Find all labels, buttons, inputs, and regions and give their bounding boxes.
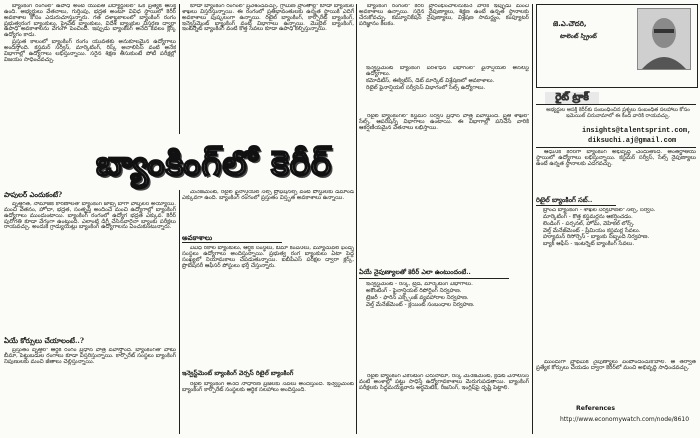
article-col3-mid: రిటైల్ బ్యాంకింగ్‌లో కస్టమర్ సర్వీస్ ప్రధాన పాత్ర వహిస్తుంది. ప్రతి శాఖలో సేల్స్, ఆపరేషన్స్ విభాగాలు ఉంటాయి. ఈ విభాగాల్లో పనిచేసే వారికి ఆకర్షణీయమైన వేతనాలు లభిస్తాయి. <box>359 114 529 131</box>
list-col3-skills <box>359 282 529 372</box>
list-item: • అకౌంటింగ్ - ఫైనాన్షియల్ రిపోర్టింగ్ నిర్వహణ. <box>366 289 529 295</box>
subhead-skills: ఏయే నైపుణ్యాలతో కెరీర్ ఎలా ఉంటుందంటే.. <box>359 268 471 276</box>
column-divider <box>179 4 180 134</box>
article-col1-popular: వృత్తిగత, సామాజిక కారణాలతో బ్యాంకింగ్ జాబ్స్ బాగా పాపులర్ అయ్యాయి. మంచి వేతనం, హోదా, భద్రత, సంతృప్తి అందించే మంచి ఉద్యోగాల్లో బ్యాంకింగ్ ఉద్యోగాలు ముందుంటాయి. బ్యాంకింగ్ రంగంలో ఉద్యోగ భద్రత ఎక్కువ. కెరీర్ పురోగతి కూడా వేగంగా ఉంటుంది. ఎలాంటి డిగ్రీ చేసినవారైనా బ్యాంకు పరీక్షలు రాయవచ్చు. అందుకే గ్రాడ్యుయేట్లు బ్యాంకింగ్ ఉద్యోగాలను ఎంచుకుంటున్నారు. <box>4 202 176 231</box>
article-col1-intro: బ్యాంకింగ్ రంగంలో ఉపాధి అంటే యువతీ విద్యార్థులలో ఒక ప్రత్యేక ఆసక్తి ఉంది. అభ్యర్థులు వేతనాలు, గుర్తింపు, భద్రత అంటూ వివిధ స్థాయిలో కెరీర్ అవకాశాల కోసం ఎదురుచూస్తున్నారు. గత దశాబ్దకాలంలో బ్యాంకింగ్ రంగం ప్రభుత్వరంగ బ్యాంకులు, ప్రైవేట్ బ్యాంకులు, విదేశీ బ్యాంకుల విస్తరణ ద్వారా ఉపాధి అవకాశాలను వేగంగా పెంచింది. ఇప్పుడు బ్యాంకింగ్ అనేది కేవలం క్లర్క్ ఉద్యోగం కాదు. ప్రస్తుత కాలంలో బ్యాంకింగ్ రంగం యువతకు అనుకూలమైన ఉద్యోగాలు అందిస్తోంది. కస్టమర్ సర్వీస్, మార్కెటింగ్, రిస్క్ అనాలిసిస్ వంటి అనేక విభాగాల్లో ఉద్యోగాలు లభిస్తున్నాయి. సరైన శిక్షణ తీసుకుంటే పోటీ పరీక్షల్లో విజయం సాధించవచ్చు. <box>4 4 176 63</box>
list-item: • బ్యాక్ ఆఫీస్ - ఇంటర్నెట్ బ్యాంకింగ్ సేవలు. <box>543 242 696 248</box>
list-item: • లెండింగ్ - పర్సనల్, హోమ్, వెహికల్ లోన్స్. <box>543 222 696 228</box>
subhead-underline <box>536 205 616 206</box>
headline: బ్యాంకింగ్‌లో కెరీర్ <box>96 144 333 184</box>
article-col3-bottom: రిటైల్ బ్యాంకింగ్ ఎకౌంటింగ్ చిరునామా, రిస్క్ మేనేజ్‌మెంట్, క్రెడిట్ ఎనాలిసిస్ వంటి అంశాల్లో పట్టు సాధిస్తే ఉద్యోగావకాశాలు మెరుగుపడతాయి. బ్యాంకింగ్ పరీక్షలకు సిద్ధమయ్యేవారు అర్థమెటిక్, రీజనింగ్, ఇంగ్లిష్‌పై దృష్టి పెట్టాలి. <box>359 374 529 391</box>
article-col1-courses: ప్రస్తుతం వృత్తిలో ఆర్థిక రంగం ప్రధాన పాత్ర వహిస్తోంది. బ్యాంకింగ్‌తో పాటు బీమా, పెట్టుబడుల రంగాలు కూడా విస్తరిస్తున్నాయి. కార్పొరేట్ సంస్థలు బ్యాంకింగ్ నిపుణులకు మంచి జీతాలు చెల్లిస్తున్నాయి. <box>4 348 176 365</box>
list-col4 <box>536 208 696 358</box>
subhead-opportunities: అవకాశాలు <box>182 233 213 242</box>
article-col2-opportunities: వివిధ రకాల బ్యాంకులు, ఆర్థిక సంస్థలు, బీమా కంపెనీలు, మ్యూచువల్ ఫండ్స్ సంస్థలు ఉద్యోగాలు అందిస్తున్నాయి. ప్రభుత్వ రంగ బ్యాంకులు ఏటా పెద్ద సంఖ్యలో నియామకాలు చేపడుతున్నాయి. ఐబీపీఎస్ పరీక్షల ద్వారా క్లర్క్, ప్రొబేషనరీ ఆఫీసర్ పోస్టులు భర్తీ చేస్తున్నారు. <box>182 246 354 269</box>
columnist-role: టాలెంట్ స్ప్రింట్ <box>560 33 597 40</box>
subhead-courses: ఏయే కోర్సులు చేయాలంటే..? <box>4 336 84 345</box>
subhead-underline <box>182 242 282 243</box>
email-link[interactable]: insights@talentsprint.com, <box>582 127 692 135</box>
list-item: • బ్రాంచ్ బ్యాంకింగ్ - శాఖల నిర్వహణలో సేల్స్, సర్వీస్. <box>543 208 696 214</box>
column-divider <box>356 4 357 434</box>
contact-info: అభ్యర్థుల ఆసక్తి కెరీర్‌కు సంబంధించిన ప్రశ్నలు సంబంధిత సలహాలు కోసం ఇమెయిల్ చిరునామాలో ఈ కింది వారికి రాయవచ్చు. <box>546 107 690 119</box>
references-label: References <box>576 405 616 412</box>
divider <box>536 147 696 148</box>
divider <box>536 104 696 105</box>
subhead-retail: రిటైల్ బ్యాంకింగ్ సబ్.. <box>536 196 593 204</box>
list-item: • కమోడిటీస్, ఈక్విటీస్, డెట్ మార్కెట్ విశ్లేషణలో అవకాశాలు. <box>366 79 529 85</box>
article-col4-top: ఆధునిక కెరీర్‌గా బ్యాంకింగ్ అభివృద్ధి చెందుతోంది. అంతర్జాతీయ స్థాయిలో ఉద్యోగాలు లభిస్తున్నాయి. కస్టమర్ సర్వీస్, సేల్స్ నైపుణ్యాలు ఉంటే ఉన్నత స్థానాలకు ఎదగవచ్చు. <box>536 150 696 167</box>
article-col3-top: బ్యాంకింగ్ రంగంలో కెరీర్ ప్రారంభించాలనుకునే వారికి ఇప్పుడు మంచి అవకాశాలు ఉన్నాయి. సరైన నైపుణ్యాలు, శిక్షణ ఉంటే ఉన్నత స్థానాలకు చేరుకోవచ్చు. కమ్యూనికేషన్ నైపుణ్యాలు, విశ్లేషణ సామర్థ్యం, కంప్యూటర్ పరిజ్ఞానం కీలకం. <box>359 4 529 27</box>
columnist-photo <box>637 8 691 70</box>
portrait-image <box>638 9 690 69</box>
column-brand: రైట్ ట్రాక్ <box>545 92 599 104</box>
list-item: • హ్యూమన్ రిసోర్సెస్ - బ్యాంకు సిబ్బంది నిర్వహణ. <box>543 235 696 241</box>
column-divider <box>532 4 533 434</box>
article-col2-investment: రిటైల్ బ్యాంకింగ్ అనేది సాధారణ ప్రజలకు సేవలు అందిస్తుంది. ఇన్వెస్ట్‌మెంట్ బ్యాంకింగ్ కార్పొరేట్ సంస్థలకు ఆర్థిక సలహాలు అందిస్తుంది. <box>182 382 354 393</box>
reference-link[interactable]: http://www.economywatch.com/node/8610 <box>560 416 690 423</box>
article-col4-bottom: ముందుగా ప్రాథమిక నైపుణ్యాలు పెంపొందించుకోవాలి. ఆ తర్వాత ప్రత్యేక కోర్సులు చేయడం ద్వారా కెరీర్‌లో మంచి అభివృద్ధి సాధించవచ్చు. <box>536 360 696 371</box>
column-divider <box>179 190 180 434</box>
subhead-popular: పాపులర్ ఎందుకంటే? <box>4 190 63 199</box>
list-item: • ఇన్వెస్ట్‌మెంట్ బ్యాంకింగ్ పరిశోధన విభాగంలో ఫైనాన్షియల్ అనలిస్ట్ ఉద్యోగాలు. <box>366 66 529 78</box>
subhead-investment: ఇన్వెస్ట్‌మెంట్ బ్యాంకింగ్ వెర్సస్ రిటైల్ బ్యాంకింగ్ <box>182 370 294 377</box>
list-item: • రిటైల్ ఫైనాన్షియల్ సర్వీసెస్ విభాగంలో సేల్స్ ఉద్యోగాలు. <box>366 86 529 92</box>
columnist-name: జె.ఎ.చౌదరి, <box>553 20 587 28</box>
email-link[interactable]: diksuchi.aj@gmail.com <box>588 137 677 145</box>
article-col2-top: కూడా బ్యాంకింగ్ రంగంలో ప్రవేశించవచ్చు. గ్రామీణ ప్రాంతాల్లో కూడా బ్యాంకుల శాఖలు విస్తరిస్తున్నాయి. ఈ రంగంలో ప్రతిభావంతులకు ఉన్నత స్థాయికి ఎదిగే అవకాశాలు పుష్కలంగా ఉన్నాయి. రిటైల్ బ్యాంకింగ్, కార్పొరేట్ బ్యాంకింగ్, ఇన్వెస్ట్‌మెంట్ బ్యాంకింగ్ వంటి విభాగాలు ఉన్నాయి. మొబైల్ బ్యాంకింగ్, ఇంటర్నెట్ బ్యాంకింగ్ వంటి కొత్త సేవలు కూడా ఉపాధి కల్పిస్తున్నాయి. <box>182 4 354 33</box>
list-item: • వెల్త్ మేనేజ్‌మెంట్ - క్లయింట్ సంబంధాల నిర్వహణ. <box>366 303 529 309</box>
list-col3 <box>359 66 529 112</box>
subhead-underline <box>359 278 509 279</box>
list-item: • ట్రెజరీ - ఫారిన్ ఎక్స్చేంజ్ వ్యవహారాల నిర్వహణ. <box>366 296 529 302</box>
article-col2-mid: మేనేజ్‌మెంట్, రిటైల్ ఫైనాన్షియల్ సేల్స్ ప్రొఫెషనల్స్ వంటి పోస్టులకు డిమాండ్ ఎక్కువగా ఉంది. బ్యాంకింగ్ రంగంలో ప్రస్తుతం విస్తృత అవకాశాలు ఉన్నాయి. <box>182 190 354 201</box>
list-item: • ఇన్వెస్ట్‌మెంట్ - రిస్క్, ట్రేడ్, మార్కెటింగ్ విభాగాలు. <box>366 282 529 288</box>
list-item: • వెల్త్ మేనేజ్‌మెంట్ - ప్రీమియం కస్టమర్ల సేవలు. <box>543 229 696 235</box>
list-item: • మార్కెటింగ్ - కొత్త కస్టమర్లను ఆకర్షించడం. <box>543 215 696 221</box>
